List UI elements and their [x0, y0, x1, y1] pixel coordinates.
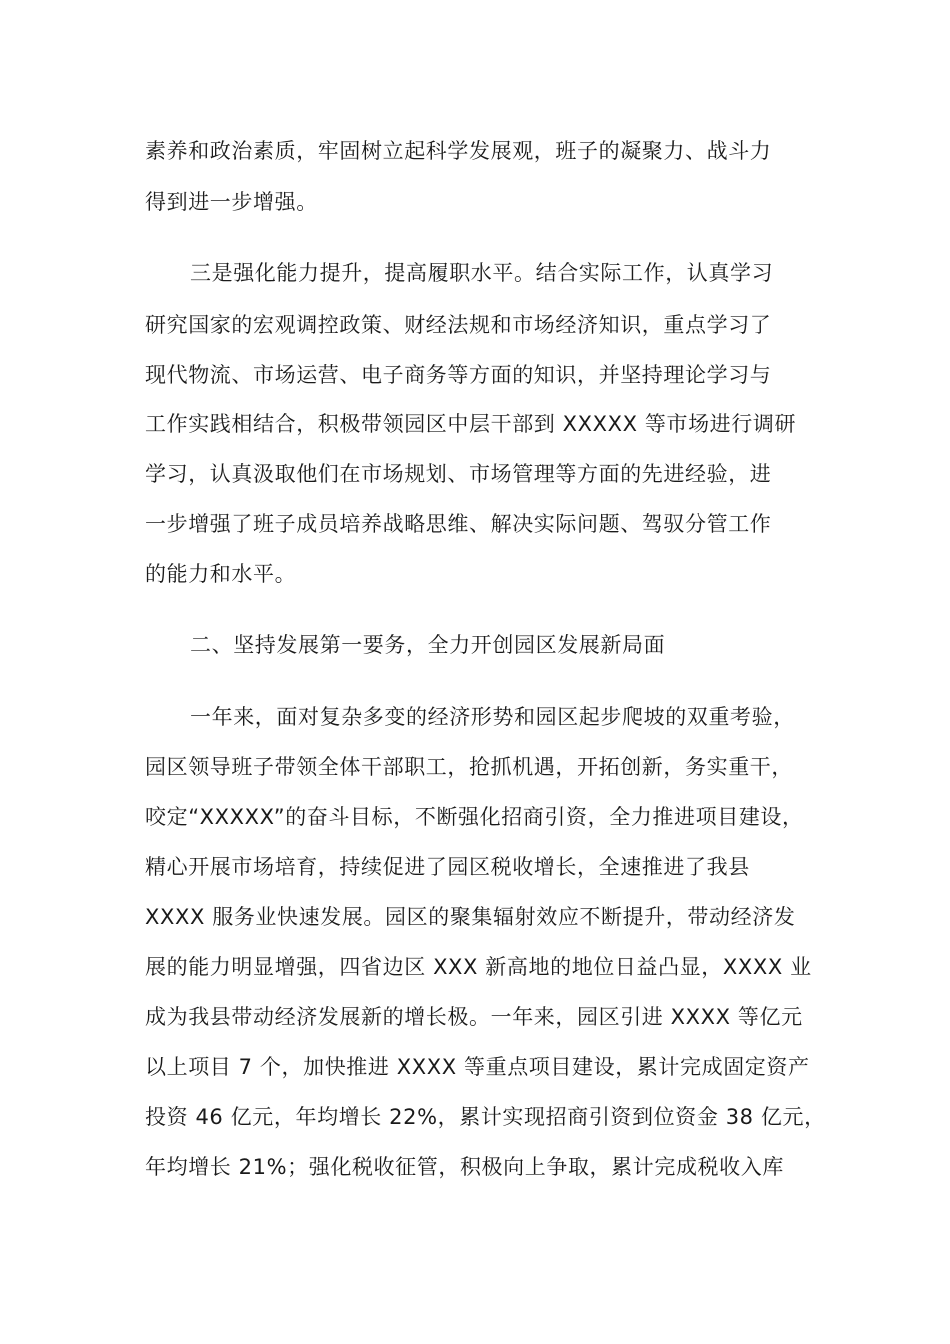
body-text-line: 现代物流、市场运营、电子商务等方面的知识，并坚持理论学习与 — [145, 363, 772, 387]
body-text-line: 精心开展市场培育，持续促进了园区税收增长，全速推进了我县 — [145, 855, 750, 879]
body-text-line: 的能力和水平。 — [145, 562, 297, 586]
body-text-line: 以上项目 7 个，加快推进 XXXX 等重点项目建设，累计完成固定资产 — [145, 1055, 810, 1079]
section-heading: 二、坚持发展第一要务，全力开创园区发展新局面 — [190, 633, 666, 657]
body-text-line: 得到进一步增强。 — [145, 190, 318, 214]
body-text-line: 投资 46 亿元，年均增长 22%，累计实现招商引资到位资金 38 亿元， — [145, 1105, 826, 1129]
body-text-line: 工作实践相结合，积极带领园区中层干部到 XXXXX 等市场进行调研 — [145, 412, 797, 436]
paragraph-first-line: 一年来，面对复杂多变的经济形势和园区起步爬坡的双重考验， — [190, 705, 795, 729]
body-text-line: 素养和政治素质，牢固树立起科学发展观，班子的凝聚力、战斗力 — [145, 139, 772, 163]
body-text-line: 展的能力明显增强，四省边区 XXX 新高地的地位日益凸显，XXXX 业 — [145, 955, 812, 979]
paragraph-first-line: 三是强化能力提升，提高履职水平。结合实际工作，认真学习 — [190, 261, 774, 285]
body-text-line: 研究国家的宏观调控政策、财经法规和市场经济知识，重点学习了 — [145, 313, 772, 337]
body-text-line: 年均增长 21%；强化税收征管，积极向上争取，累计完成税收入库 — [145, 1155, 784, 1179]
body-text-line: 咬定“XXXXX”的奋斗目标，不断强化招商引资，全力推进项目建设， — [145, 805, 804, 829]
body-text-line: 园区领导班子带领全体干部职工，抢抓机遇，开拓创新，务实重干， — [145, 755, 793, 779]
body-text-line: 一步增强了班子成员培养战略思维、解决实际问题、驾驭分管工作 — [145, 512, 772, 536]
body-text-line: XXXX 服务业快速发展。园区的聚集辐射效应不断提升，带动经济发 — [145, 905, 796, 929]
body-text-line: 学习，认真汲取他们在市场规划、市场管理等方面的先进经验，进 — [145, 462, 772, 486]
body-text-line: 成为我县带动经济发展新的增长极。一年来，园区引进 XXXX 等亿元 — [145, 1005, 803, 1029]
